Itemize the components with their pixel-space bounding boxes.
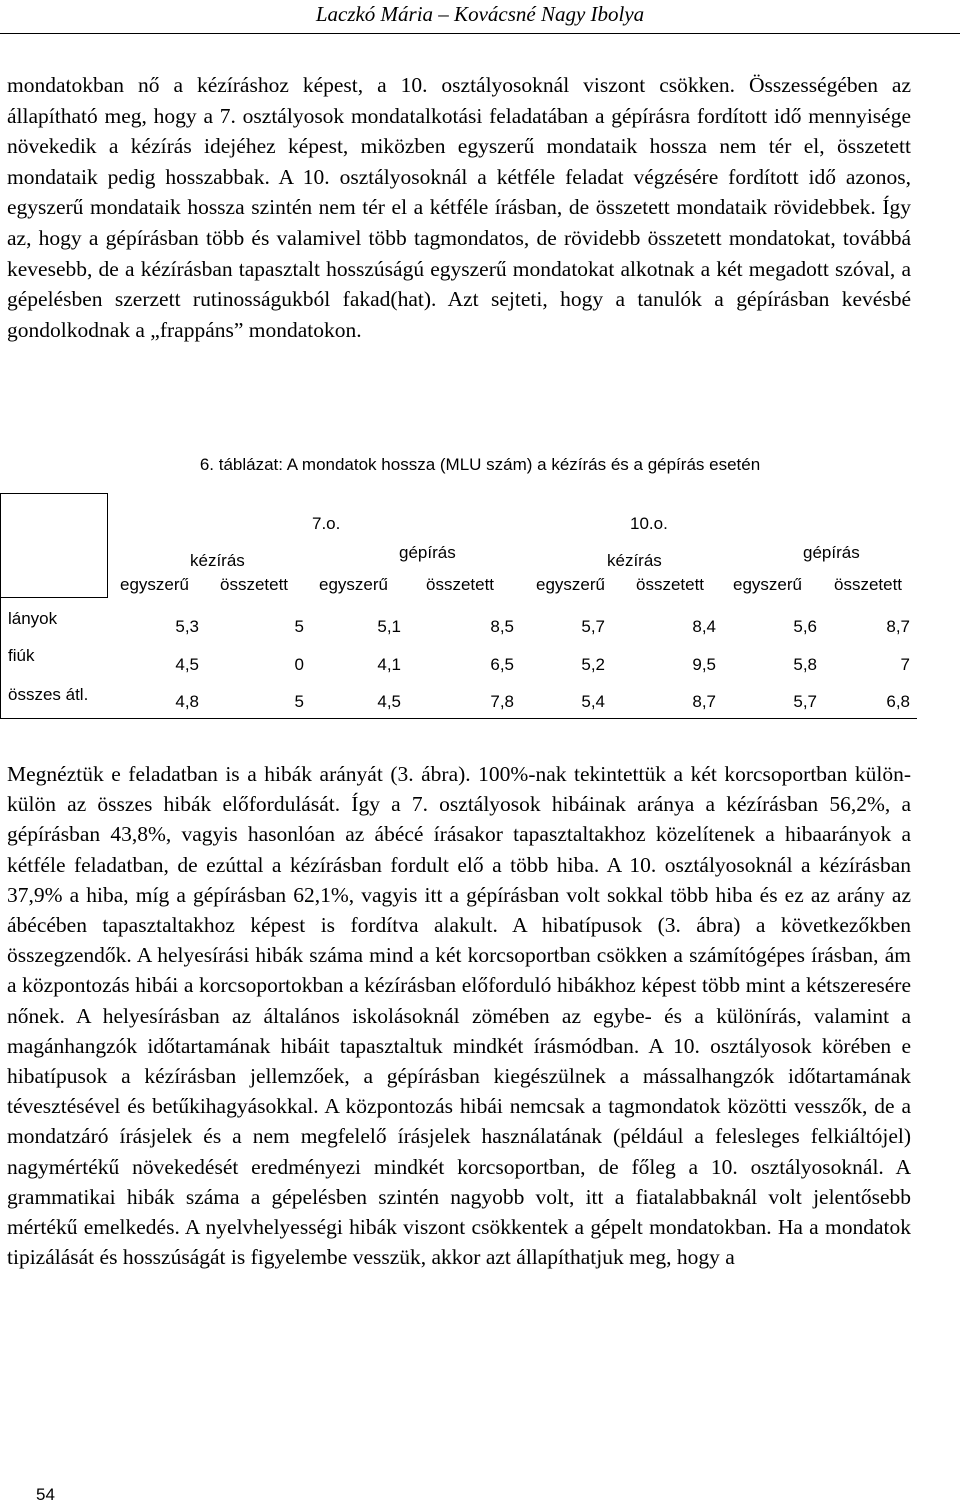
subheader: összetett	[834, 575, 903, 594]
subheader: egyszerű	[536, 575, 605, 594]
table-cell: 5,4	[581, 692, 605, 711]
row-label-boys: fiúk	[8, 646, 35, 665]
table-cell: 8,7	[692, 692, 716, 711]
table-cell: 4,1	[377, 655, 401, 674]
table-cell: 5,6	[793, 617, 817, 636]
paragraph-2: Megnéztük e feladatban is a hibák arányát (3. ábra). 100%-nak tekintettük a két korcsoportban külön-külön az összes hibák előfordulását. Így a 7. osztályosok hibáinak aránya a kézírásban 56,2%, a gépírásban 43,8%, vagyis hasonlóan az ábécé írásakor tapasztaltakhoz közelítenek a hibaarányok a kétféle feladatban, de ezúttal a kézírásban fordult elő a több hiba. A 10. osztályosoknál a kézírásban 37,9% a hiba, míg a gépírásban 62,1%, vagyis itt a gépírásban volt sokkal több hiba és ez az arány az ábécében tapasztaltakhoz képest is fordítva alakult. A hibatípusok (3. ábra) a következőkben összegzendők. A helyesírási hibák száma mind a két korcsoportban csökken a számítógépes írásban, ám a központozás hibái a korcsoportokban a kézírásban előforduló hibákhoz képest több mint a kétszeresére nőnek. A helyesírásban az általános iskolásoknál zömében az egybe- és a különírás, valamint a magánhangzók időtartamának hibáit tapasztaltuk mindkét írásmódban. A 10. osztályosok körében e hibatípusok a kézírásban jellemzőek, a gépírásban kiegészülnek a mássalhangzók időtartamának tévesztésével és betűkihagyásokkal. A központozás hibái nemcsak a tagmondatok közötti vesszők, de a mondatzáró írásjelek és a nem megfelelő írásjelek használatának (például a felesleges felkiáltójel) nagymértékű növekedését eredményezi mindkét korcsoportban, de főleg a 10. osztályosoknál. A grammatikai hibák száma a gépelésben szintén nagyobb volt, itt a fiatalabbaknál volt jelentősebb mértékű emelkedés. A nyelvhelyességi hibák viszont csökkentek a gépelt mondatokban. Ha a mondatok tipizálását és hosszúságát is figyelembe vesszük, akkor azt állapíthatjuk meg, hogy a	[7, 762, 911, 1270]
subheader: összetett	[220, 575, 289, 594]
table-header-bottom-border	[0, 597, 108, 598]
mode-header: kézírás	[190, 551, 245, 570]
table-cell: 6,5	[490, 655, 514, 674]
group-header-7: 7.o.	[312, 514, 341, 533]
table-cell: 5,8	[793, 655, 817, 674]
subheader: egyszerű	[120, 575, 189, 594]
mode-header: gépírás	[399, 543, 456, 562]
table-cell: 7,8	[490, 692, 514, 711]
table-cell: 4,8	[175, 692, 199, 711]
table-cell: 7	[900, 655, 910, 674]
table-cell: 8,5	[490, 617, 514, 636]
table-cell: 5,2	[581, 655, 605, 674]
mode-header: kézírás	[607, 551, 662, 570]
table-cell: 5,7	[793, 692, 817, 711]
table-header-left-border	[107, 493, 108, 597]
table-cell: 5	[294, 692, 304, 711]
table-cell: 5,3	[175, 617, 199, 636]
table-cell: 5,1	[377, 617, 401, 636]
row-label-girls: lányok	[8, 609, 58, 628]
table-cell: 8,7	[886, 617, 910, 636]
paragraph-1: mondatokban nő a kézíráshoz képest, a 10. osztályosoknál viszont csökken. Összességében az állapítható meg, hogy a 7. osztályosok mondatalkotási feladatában a gépírásra fordított idő mennyisége növekedik a kézírás idejéhez képest, miközben egyszerű mondataik hossza nem tér el, összetett mondataik pedig hosszabbak. A 10. osztályosoknál a kétféle feladat végzésére fordított idő azonos, egyszerű mondataik hossza szintén nem tér el a kétféle írásban, de összetett mondataik rövidebbek. Így az, hogy a gépírásban több és valamivel több tagmondatos, de rövidebb összetett mondatokat, továbbá kevesebb, de a kézírásban tapasztalt hosszúságú egyszerű mondatokat alkotnak a két megadott szóval, a gépelésben szerzett rutinosságukból fakad(hat). Azt sejteti, hogy a tanulók a gépírásban kevésbé gondolkodnak a „frappáns” mondatokon.	[7, 73, 911, 342]
table-cell: 5	[294, 617, 304, 636]
group-header-10: 10.o.	[630, 514, 668, 533]
subheader: összetett	[426, 575, 495, 594]
running-header: Laczkó Mária – Kovácsné Nagy Ibolya	[315, 2, 645, 26]
subheader: egyszerű	[733, 575, 802, 594]
page-number: 54	[36, 1485, 55, 1504]
row-label-total-avg: összes átl.	[8, 685, 89, 704]
mlu-table	[0, 493, 917, 719]
table-top-border	[0, 493, 108, 494]
subheader: egyszerű	[319, 575, 388, 594]
table-cell: 4,5	[175, 655, 199, 674]
table-cell: 4,5	[377, 692, 401, 711]
table-bottom-border	[0, 718, 917, 719]
table-cell: 6,8	[886, 692, 910, 711]
table-caption: 6. táblázat: A mondatok hossza (MLU szám) a kézírás és a gépírás esetén	[199, 455, 761, 474]
table-cell: 5,7	[581, 617, 605, 636]
header-rule	[0, 33, 960, 34]
table-cell: 8,4	[692, 617, 716, 636]
subheader: összetett	[636, 575, 705, 594]
table-cell: 9,5	[692, 655, 716, 674]
table-cell: 0	[294, 655, 304, 674]
mode-header: gépírás	[803, 543, 860, 562]
table-left-border	[0, 493, 1, 719]
